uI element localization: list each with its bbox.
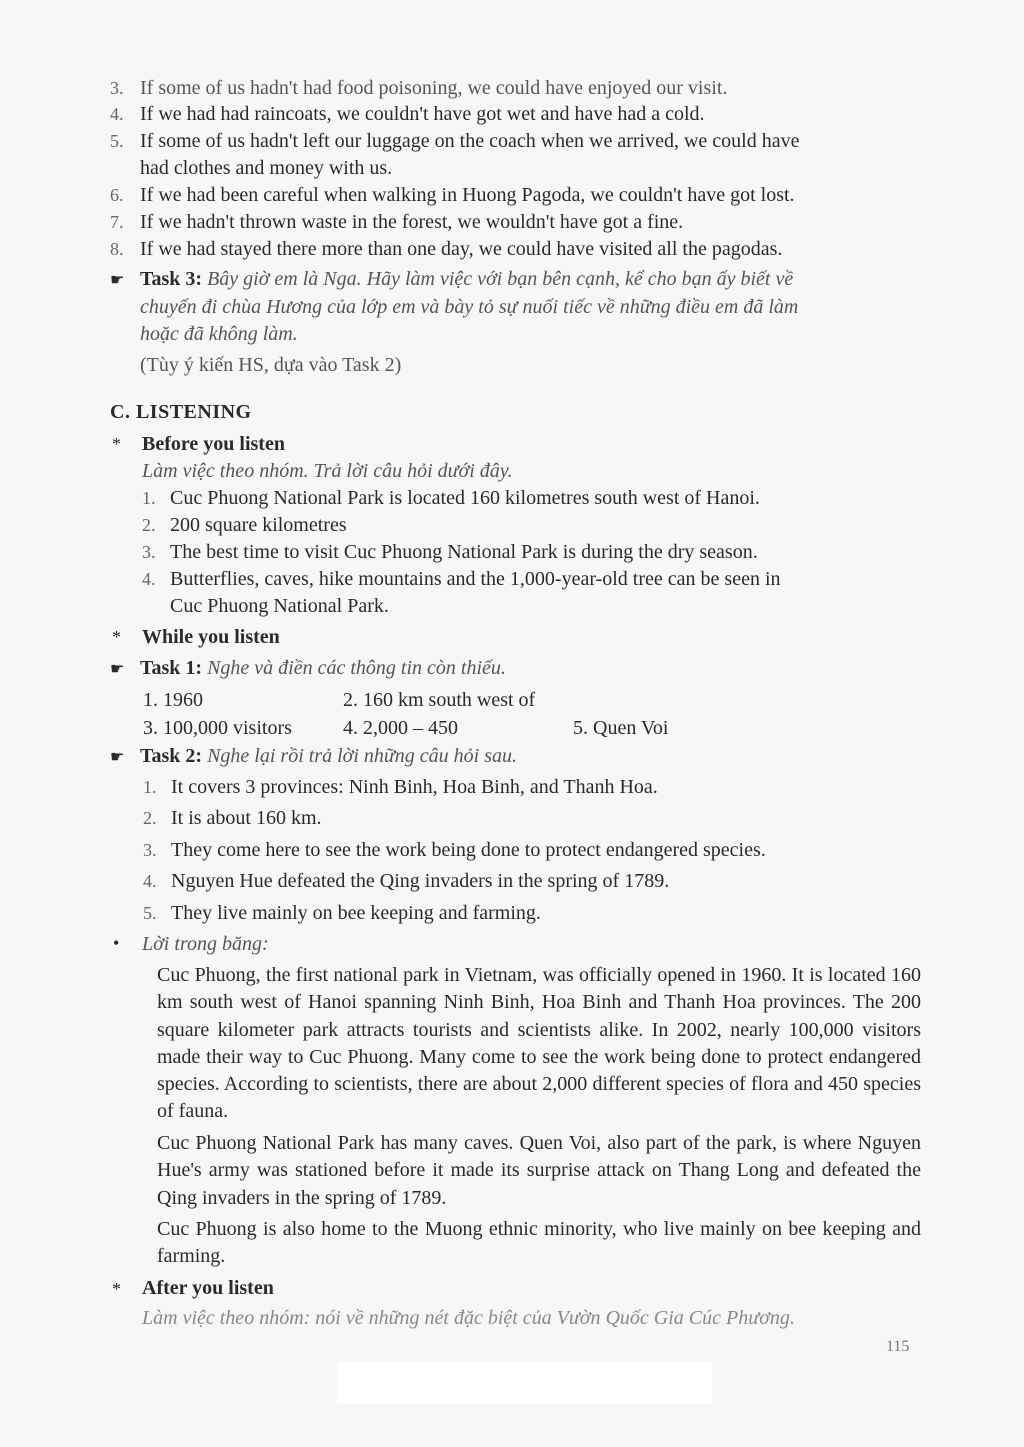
transcript-paragraph: Cuc Phuong, the first national park in Vietnam, was officially opened in 1960. It is located 160 km south west of Hanoi spanning Ninh Binh, Hoa Binh and Thanh Hoa provinces. The 200 square kilometer park attracts tourists and scientists alike. In 2002, nearly 100,000 visitors made their way to Cuc Phuong. Many come to see the work being done to protect endangered species. According to scientists, there are about 2,000 different species of flora and 450 species of fauna. (157, 964, 921, 1123)
answer-line: 200 square kilometres (170, 514, 347, 536)
task3-instruction-1: Bây giờ em là Nga. Hãy làm việc với bạn bên cạnh, kể cho bạn ấy biết về (207, 268, 794, 290)
transcript-paragraph: Cuc Phuong National Park has many caves. Quen Voi, also part of the park, is where Nguyen Hue's army was stationed before it made its surprise attack on Thang Long and defeated the Qing invaders in the spring of 1789. (157, 1132, 921, 1209)
item-number: 3. (143, 840, 157, 860)
bullet-star-icon: * (112, 434, 121, 454)
item-number: 3. (110, 78, 124, 98)
task3-instruction-3: hoặc đã không làm. (140, 323, 298, 345)
task3-line (140, 267, 793, 291)
task1-answer: 2. 160 km south west of (343, 689, 536, 711)
answer-line: If some of us hadn't left our luggage on the coach when we arrived, we could have (140, 130, 800, 152)
answer-line: If we hadn't thrown waste in the forest, we wouldn't have got a fine. (140, 211, 684, 233)
answer-line: Nguyen Hue defeated the Qing invaders in the spring of 1789. (171, 870, 670, 892)
item-number: 2. (142, 515, 156, 535)
bullet-dot-icon: • (113, 933, 120, 953)
subsection-title: Before you listen (142, 433, 285, 455)
task3-instruction-2: chuyến đi chùa Hương của lớp em và bày tỏ sự nuối tiếc về những điều em đã làm (140, 296, 799, 318)
task1-answer: 4. 2,000 – 450 (343, 717, 458, 739)
item-number: 4. (143, 871, 157, 891)
answer-line: It is about 160 km. (171, 807, 322, 829)
bullet-star-icon: * (112, 627, 121, 647)
pointing-hand-icon: ☛ (110, 749, 125, 766)
answer-line: They live mainly on bee keeping and farming. (171, 902, 541, 924)
item-number: 7. (110, 212, 124, 232)
answer-line: had clothes and money with us. (140, 157, 393, 179)
bullet-star-icon: * (112, 1279, 121, 1299)
answer-line: Cuc Phuong National Park. (170, 595, 389, 617)
item-number: 1. (142, 488, 156, 508)
subsection-title: After you listen (142, 1277, 274, 1299)
answer-line: Cuc Phuong National Park is located 160 kilometres south west of Hanoi. (170, 487, 760, 509)
answer-line: If we had been careful when walking in Huong Pagoda, we couldn't have got lost. (140, 184, 795, 206)
item-number: 3. (142, 542, 156, 562)
transcript-paragraph: Cuc Phuong is also home to the Muong ethnic minority, who live mainly on bee keeping and farming. (157, 1218, 921, 1268)
task3-label: Task 3: (140, 268, 203, 290)
task1-label: Task 1: (140, 657, 203, 679)
item-number: 2. (143, 808, 157, 828)
item-number: 8. (110, 239, 124, 259)
item-number: 5. (110, 131, 124, 151)
section-heading: C. LISTENING (110, 401, 252, 423)
answer-line: The best time to visit Cuc Phuong National Park is during the dry season. (170, 541, 758, 563)
transcript-label: Lời trong băng: (142, 933, 269, 955)
task2-line (140, 744, 517, 768)
task1-instruction: Nghe và điền các thông tin còn thiếu. (207, 657, 506, 679)
item-number: 1. (143, 777, 157, 797)
answer-line: If we had stayed there more than one day, we could have visited all the pagodas. (140, 238, 783, 260)
task1-answer: 1. 1960 (143, 689, 203, 711)
answer-line: They come here to see the work being done to protect endangered species. (171, 839, 766, 861)
item-number: 6. (110, 185, 124, 205)
answer-line: If we had had raincoats, we couldn't have got wet and have had a cold. (140, 103, 705, 125)
blank-footer-box (337, 1362, 712, 1404)
pointing-hand-icon: ☛ (110, 661, 125, 678)
answer-line: It covers 3 provinces: Ninh Binh, Hoa Binh, and Thanh Hoa. (171, 776, 658, 798)
item-number: 4. (142, 569, 156, 589)
answer-line: Butterflies, caves, hike mountains and the 1,000-year-old tree can be seen in (170, 568, 781, 590)
task2-label: Task 2: (140, 745, 203, 767)
pointing-hand-icon: ☛ (110, 272, 125, 289)
subsection-title: While you listen (142, 626, 280, 648)
task2-instruction: Nghe lại rồi trả lời những câu hỏi sau. (207, 745, 517, 767)
watermark-logo (508, 676, 618, 740)
task1-answer: 3. 100,000 visitors (143, 717, 292, 739)
answer-line: If some of us hadn't had food poisoning, we could have enjoyed our visit. (140, 77, 728, 99)
item-number: 5. (143, 903, 157, 923)
instruction: Làm việc theo nhóm. Trả lời câu hỏi dưới đây. (142, 460, 513, 482)
task3-note: (Tùy ý kiến HS, dựa vào Task 2) (140, 354, 402, 376)
task1-line (140, 656, 506, 680)
instruction: Làm việc theo nhóm: nói về những nét đặc biệt của Vườn Quốc Gia Cúc Phương. (142, 1307, 795, 1329)
item-number: 4. (110, 104, 124, 124)
page-number: 115 (886, 1338, 910, 1355)
task1-answer: 5. Quen Voi (573, 717, 669, 739)
